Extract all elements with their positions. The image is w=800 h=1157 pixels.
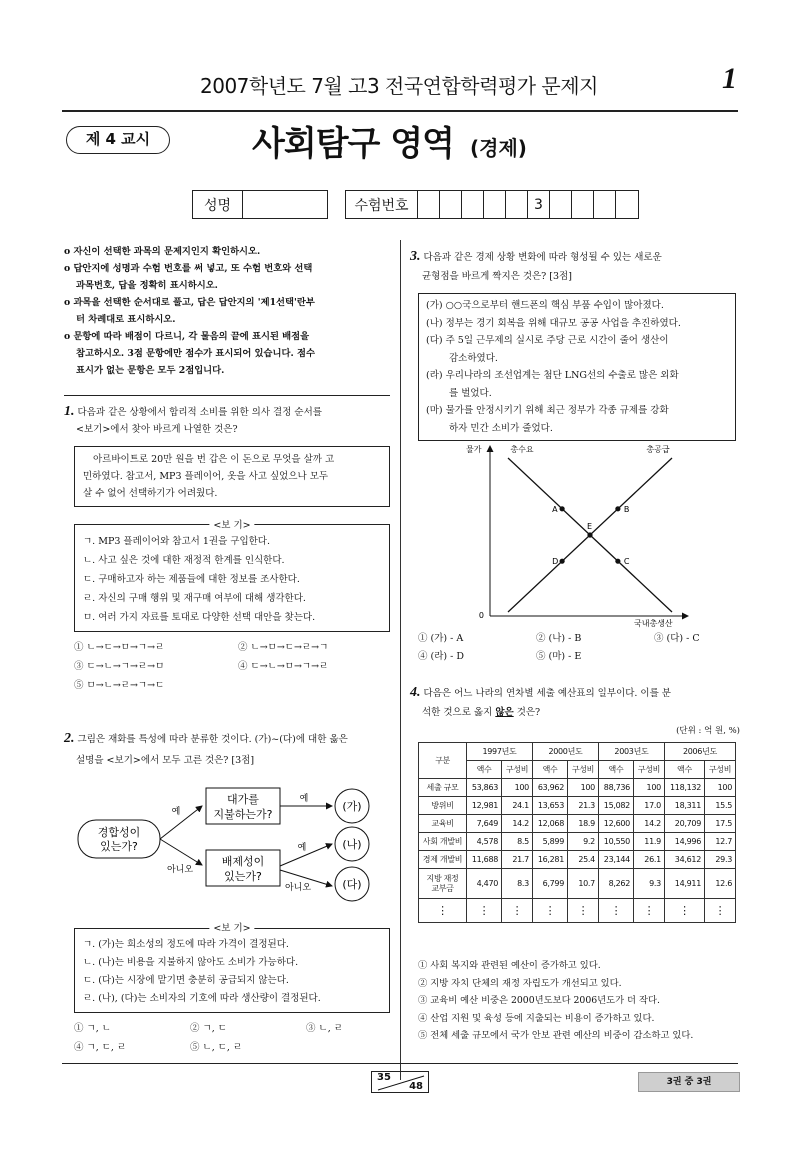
table-cell: ⋮ <box>705 899 736 923</box>
instruction-line: o 과목을 선택한 순서대로 풀고, 답은 답안지의 '제1선택'란부 <box>64 297 315 308</box>
table-cell: 15.5 <box>705 797 736 815</box>
exam-id-cell[interactable] <box>462 191 484 218</box>
answer-option[interactable]: ② ㄴ→ㅁ→ㄷ→ㄹ→ㄱ <box>238 642 329 653</box>
answer-option[interactable]: ③ 교육비 예산 비중은 2000년도보다 2006년도가 더 작다. <box>418 995 660 1006</box>
instruction-line: 참고하시오. 3점 문항에만 점수가 표시되어 있습니다. 점수 <box>76 348 315 359</box>
table-subheader: 액수 <box>532 761 567 779</box>
table-cell: 21.3 <box>568 797 599 815</box>
answer-option[interactable]: ① ㄴ→ㄷ→ㅁ→ㄱ→ㄹ <box>74 642 165 653</box>
question-stem: <보기>에서 찾아 바르게 나열한 것은? <box>76 424 238 435</box>
subject-title: 사회탐구 영역 <box>252 124 454 164</box>
table-cell: 12,600 <box>598 815 633 833</box>
table-row <box>419 851 736 869</box>
situation-item: 감소하였다. <box>449 352 498 364</box>
exam-id-label: 수험번호 <box>346 191 418 218</box>
table-cell: 63,962 <box>532 779 567 797</box>
table-cell: 14,911 <box>664 869 704 899</box>
table-cell: 5,899 <box>532 833 567 851</box>
answer-option[interactable]: ② 지방 자치 단체의 재정 자립도가 개선되고 있다. <box>418 977 622 989</box>
situation-item: (가) ○○국으로부터 핸드폰의 핵심 부품 수입이 많아졌다. <box>426 300 664 311</box>
table-cell: 14.2 <box>502 815 533 833</box>
exam-id-cell[interactable] <box>616 191 638 218</box>
bogi-box <box>74 923 390 1013</box>
table-cell: 26.1 <box>633 851 664 869</box>
instruction-line: o 답안지에 성명과 수험 번호를 써 넣고, 또 수험 번호와 선택 <box>64 263 313 274</box>
page-number: 1 <box>722 62 737 95</box>
decision-node-text: 대가를 <box>227 793 259 806</box>
bogi-item: ㄷ. 구매하고자 하는 제품들에 대한 정보를 조사한다. <box>83 574 300 585</box>
table-row <box>419 797 736 815</box>
table-row-label: 세출 규모 <box>419 779 467 797</box>
table-cell: 25.4 <box>568 851 599 869</box>
page-counter <box>371 1071 429 1093</box>
leaf-label: (다) <box>342 878 362 891</box>
table-cell: 9.3 <box>633 869 664 899</box>
bogi-item: ㅁ. 여러 가지 자료를 토대로 다양한 선택 대안을 찾는다. <box>83 612 316 623</box>
decision-node-text: 지불하는가? <box>213 808 273 821</box>
table-subheader: 구성비 <box>633 761 664 779</box>
question-4 <box>410 684 740 740</box>
volume-badge: 3권 중 3권 <box>638 1072 740 1092</box>
table-cell: 16,281 <box>532 851 567 869</box>
table-year-header: 2003년도 <box>598 743 664 761</box>
equilibrium-point <box>560 506 565 511</box>
question-stem: 그림은 재화를 특성에 따라 분류한 것이다. (가)~(다)에 대한 옳은 <box>77 734 348 745</box>
exam-id-box <box>345 190 639 219</box>
table-subheader: 액수 <box>467 761 502 779</box>
table-row-label: 지방 재정 교부금 <box>419 869 467 899</box>
question-stem: 다음과 같은 상황에서 합리적 소비를 위한 의사 결정 순서를 <box>77 407 322 418</box>
question-2-bogi <box>74 923 390 1057</box>
bogi-box <box>74 520 390 632</box>
table-cell: 21.7 <box>502 851 533 869</box>
table-year-header: 1997년도 <box>467 743 533 761</box>
question-stem: 석한 것으로 옳지 않은 것은? <box>422 707 541 718</box>
question-4-options <box>418 957 742 1045</box>
table-subheader: 구성비 <box>502 761 533 779</box>
table-cell: 12,981 <box>467 797 502 815</box>
exam-id-cell[interactable] <box>418 191 440 218</box>
table-year-header: 2000년도 <box>532 743 598 761</box>
table-cell: 100 <box>633 779 664 797</box>
bogi-item: ㄹ. 자신의 구매 행위 및 재구매 여부에 대해 생각한다. <box>83 593 306 604</box>
situation-box <box>418 293 736 441</box>
question-number: 2. <box>64 731 75 746</box>
instruction-line: 표시가 없는 문항은 모두 2점입니다. <box>76 365 225 376</box>
table-cell: 34,612 <box>664 851 704 869</box>
bogi-item: ㄱ. (가)는 희소성의 정도에 따라 가격이 결정된다. <box>83 939 289 950</box>
table-cell: 24.1 <box>502 797 533 815</box>
instruction-line: o 자신이 선택한 과목의 문제지인지 확인하시오. <box>64 246 261 257</box>
exam-id-prefix: 3 <box>528 191 550 218</box>
question-stem: 균형점을 바르게 짝지은 것은? [3점] <box>422 271 572 282</box>
page-current: 35 <box>377 1072 391 1083</box>
x-axis-label: 국내총생산 <box>634 619 673 628</box>
root-node-text: 있는가? <box>100 840 138 853</box>
table-cell: 17.5 <box>705 815 736 833</box>
name-box <box>192 190 328 219</box>
table-cell: 14,996 <box>664 833 704 851</box>
table-cell: 100 <box>568 779 599 797</box>
table-cell: 100 <box>705 779 736 797</box>
table-cell: ⋮ <box>502 899 533 923</box>
situation-item: (나) 정부는 경기 회복을 위해 대규모 공공 사업을 추진하였다. <box>426 317 681 329</box>
passage-line: 살 수 없어 선택하기가 어려웠다. <box>83 488 218 499</box>
name-label: 성명 <box>193 191 243 218</box>
exam-id-cell[interactable] <box>440 191 462 218</box>
passage-box <box>74 446 390 507</box>
table-year-header: 2006년도 <box>664 743 735 761</box>
bogi-item: ㄴ. (나)는 비용을 지불하지 않아도 소비가 가능하다. <box>83 957 299 968</box>
bogi-item: ㄱ. MP3 플레이어와 참고서 1권을 구입한다. <box>83 536 271 547</box>
answer-options <box>418 630 738 666</box>
answer-option[interactable]: ① 사회 복지와 관련된 예산이 증가하고 있다. <box>418 960 601 971</box>
budget-table <box>418 742 736 923</box>
instruction-line: o 문항에 따라 배점이 다르니, 각 물음의 끝에 표시된 배점을 <box>64 331 310 342</box>
table-cell: 4,578 <box>467 833 502 851</box>
point-label: E <box>587 522 593 531</box>
table-cell: 53,863 <box>467 779 502 797</box>
table-corner: 구분 <box>419 743 467 779</box>
no-label: 아니오 <box>284 883 312 893</box>
point-label: D <box>552 557 559 567</box>
instruction-line: 터 차례대로 표시하시오. <box>76 314 176 325</box>
situation-item: (마) 물가를 안정시키기 위해 최근 정부가 각종 규제를 강화 <box>426 405 669 416</box>
answer-options <box>74 638 394 695</box>
exam-id-cell[interactable] <box>550 191 572 218</box>
page-total: 48 <box>409 1081 423 1092</box>
table-cell: 88,736 <box>598 779 633 797</box>
answer-option[interactable]: ③ ㄷ→ㄴ→ㄱ→ㄹ→ㅁ <box>74 661 165 672</box>
table-cell: 100 <box>502 779 533 797</box>
table-row-label: 경제 개발비 <box>419 851 467 869</box>
table-subheader: 액수 <box>664 761 704 779</box>
table-cell: 10.7 <box>568 869 599 899</box>
situation-item: (라) 우리나라의 조선업계는 첨단 LNG선의 수출로 많은 외화 <box>426 370 679 381</box>
situation-item: (다) 주 5일 근무제의 실시로 주당 근로 시간이 줄어 생산이 <box>426 335 669 346</box>
table-cell: 12.7 <box>705 833 736 851</box>
equilibrium-point <box>615 559 620 564</box>
question-2 <box>64 730 394 769</box>
answer-option[interactable]: ④ ㄱ, ㄷ, ㄹ <box>74 1042 127 1053</box>
unit-note: (단위 : 억 원, %) <box>676 726 740 736</box>
answer-option[interactable]: ⑤ ㄴ, ㄷ, ㄹ <box>190 1042 243 1053</box>
equilibrium-point <box>587 532 592 537</box>
table-subheader: 구성비 <box>705 761 736 779</box>
question-number: 3. <box>410 249 421 264</box>
table-cell: 18.9 <box>568 815 599 833</box>
leaf-label: (가) <box>342 800 362 813</box>
table-row <box>419 779 736 797</box>
instructions-rule <box>64 395 390 396</box>
table-cell: 15,082 <box>598 797 633 815</box>
exam-id-cell[interactable] <box>572 191 594 218</box>
situation-item: 하자 민간 소비가 줄었다. <box>449 422 553 434</box>
table-cell: ⋮ <box>467 899 502 923</box>
root-node-text: 경합성이 <box>97 826 141 839</box>
answer-option[interactable]: ① (가) - A <box>418 633 464 644</box>
table-cell: ⋮ <box>633 899 664 923</box>
decision-node-text: 배제성이 <box>221 855 265 868</box>
answer-option[interactable]: ② (나) - B <box>536 633 582 644</box>
table-row-label: 교육비 <box>419 815 467 833</box>
table-row-label: 방위비 <box>419 797 467 815</box>
subject-subtitle: (경제) <box>470 136 527 160</box>
table-cell: 12.6 <box>705 869 736 899</box>
situation-item: 를 벌었다. <box>449 387 492 399</box>
table-cell: 8.3 <box>502 869 533 899</box>
table-cell: 13,653 <box>532 797 567 815</box>
exam-id-cell[interactable] <box>594 191 616 218</box>
table-row <box>419 815 736 833</box>
table-cell: ⋮ <box>664 899 704 923</box>
instruction-line: 과목번호, 답을 정확히 표시하시오. <box>76 280 218 291</box>
y-axis-label: 물가 <box>466 445 482 454</box>
series-label: 총수요 <box>510 445 534 454</box>
table-row <box>419 869 736 899</box>
exam-id-cell[interactable] <box>506 191 528 218</box>
point-label: A <box>552 504 558 514</box>
table-cell: 17.0 <box>633 797 664 815</box>
yes-label: 예 <box>299 794 309 804</box>
emphasis-text: 않은 <box>495 707 514 718</box>
question-stem: 다음과 같은 경제 상황 변화에 따라 형성될 수 있는 새로운 <box>423 252 662 263</box>
header-rule <box>62 110 738 112</box>
ad-as-chart <box>460 440 700 630</box>
table-cell: 7,649 <box>467 815 502 833</box>
leaf-label: (나) <box>342 838 362 851</box>
instructions <box>64 243 390 379</box>
table-cell: 4,470 <box>467 869 502 899</box>
table-cell: 8,262 <box>598 869 633 899</box>
answer-option[interactable]: ④ (라) - D <box>418 651 464 662</box>
table-cell: 14.2 <box>633 815 664 833</box>
decision-node-text: 있는가? <box>224 870 262 883</box>
table-cell: 11.9 <box>633 833 664 851</box>
answer-option[interactable]: ② ㄱ, ㄷ <box>190 1023 227 1034</box>
bogi-label: <보 기> <box>209 920 254 938</box>
table-row <box>419 899 736 923</box>
answer-option[interactable]: ⑤ (마) - E <box>536 651 582 662</box>
classification-diagram <box>70 780 390 905</box>
table-row <box>419 833 736 851</box>
answer-option[interactable]: ⑤ 전체 세출 규모에서 국가 안보 관련 예산의 비중이 감소하고 있다. <box>418 1030 694 1041</box>
bogi-item: ㄴ. 사고 싶은 것에 대한 재정적 한계를 인식한다. <box>83 555 285 566</box>
table-subheader: 구성비 <box>568 761 599 779</box>
table-cell: 6,799 <box>532 869 567 899</box>
footer-rule <box>62 1063 738 1064</box>
table-subheader-row <box>419 761 736 779</box>
exam-title: 2007학년도 7월 고3 전국연합학력평가 문제지 <box>200 74 598 98</box>
answer-option[interactable]: ⑤ ㅁ→ㄴ→ㄹ→ㄱ→ㄷ <box>74 680 165 691</box>
bogi-label: <보 기> <box>209 516 254 535</box>
table-header-row <box>419 743 736 761</box>
table-row-label: 사회 개발비 <box>419 833 467 851</box>
table-cell: ⋮ <box>598 899 633 923</box>
question-number: 4. <box>410 685 421 700</box>
bogi-item: ㄷ. (다)는 시장에 맡기면 충분히 공급되지 않는다. <box>83 975 289 986</box>
question-1 <box>64 403 394 695</box>
table-cell: 23,144 <box>598 851 633 869</box>
no-label: 아니오 <box>166 865 194 875</box>
answer-option[interactable]: ③ (다) - C <box>654 633 700 644</box>
question-3-options <box>418 630 738 666</box>
answer-options <box>74 1019 390 1057</box>
branch-arrow <box>160 839 202 865</box>
question-3 <box>410 248 740 441</box>
point-label: C <box>623 557 630 567</box>
origin-label: 0 <box>478 611 484 620</box>
passage-line: 아르바이트로 20만 원을 번 갑은 이 돈으로 무엇을 살까 고 <box>93 454 335 465</box>
exam-id-cell[interactable] <box>484 191 506 218</box>
table-cell: ⋮ <box>568 899 599 923</box>
table-cell: 12,068 <box>532 815 567 833</box>
period-badge: 제 4 교시 <box>66 126 170 154</box>
question-number: 1. <box>64 404 75 419</box>
equilibrium-point <box>560 559 565 564</box>
passage-line: 민하였다. 참고서, MP3 플레이어, 옷을 사고 싶었으나 모두 <box>83 471 329 482</box>
question-stem: 다음은 어느 나라의 연차별 세출 예산표의 일부이다. 이를 분 <box>423 688 671 699</box>
table-cell: 18,311 <box>664 797 704 815</box>
series-label: 총공급 <box>646 445 670 454</box>
table-cell: 11,688 <box>467 851 502 869</box>
answer-option[interactable]: ④ ㄷ→ㄴ→ㅁ→ㄱ→ㄹ <box>238 661 329 672</box>
table-cell: 20,709 <box>664 815 704 833</box>
table-cell: 8.5 <box>502 833 533 851</box>
table-cell: 118,132 <box>664 779 704 797</box>
table-subheader: 액수 <box>598 761 633 779</box>
answer-option[interactable]: ① ㄱ, ㄴ <box>74 1023 111 1034</box>
branch-arrow <box>160 806 202 839</box>
table-row-label: ⋮ <box>419 899 467 923</box>
table-cell: 29.3 <box>705 851 736 869</box>
question-stem: 설명을 <보기>에서 모두 고른 것은? [3점] <box>76 755 255 766</box>
bogi-item: ㄹ. (나), (다)는 소비자의 기호에 따라 생산량이 결정된다. <box>83 993 321 1004</box>
name-field[interactable] <box>243 191 327 218</box>
table-cell: 10,550 <box>598 833 633 851</box>
point-label: B <box>623 504 630 514</box>
table-cell: 9.2 <box>568 833 599 851</box>
answer-option[interactable]: ④ 산업 지원 및 육성 등에 지출되는 비용이 증가하고 있다. <box>418 1012 655 1024</box>
yes-label: 예 <box>171 807 181 817</box>
yes-label: 예 <box>297 843 307 853</box>
answer-option[interactable]: ③ ㄴ, ㄹ <box>306 1023 343 1034</box>
equilibrium-point <box>615 506 620 511</box>
table-cell: ⋮ <box>532 899 567 923</box>
